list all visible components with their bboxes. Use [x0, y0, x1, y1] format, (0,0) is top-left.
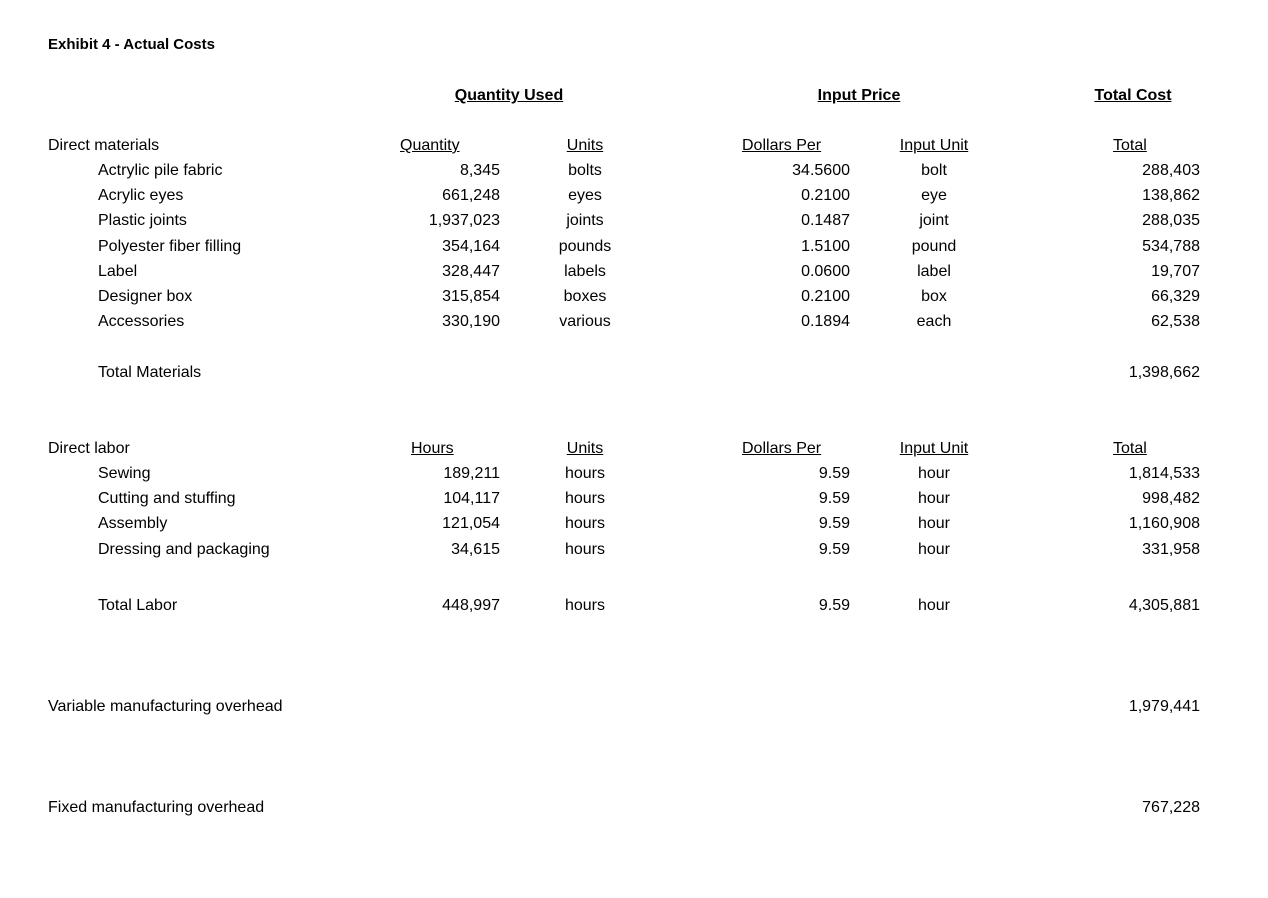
- item-input-unit: hour: [917, 515, 951, 533]
- item-price: 9.59: [818, 515, 850, 533]
- item-name: Sewing: [98, 465, 151, 482]
- item-total: 288,403: [1142, 162, 1200, 179]
- item-total: 288,035: [1142, 212, 1200, 230]
- item-quantity: 354,164: [442, 237, 500, 255]
- item-name: Accessories: [98, 313, 185, 331]
- total-labor-rate: 9.59: [818, 597, 850, 614]
- col-quantity: Quantity: [400, 137, 460, 154]
- item-total: 62,538: [1151, 313, 1200, 331]
- item-quantity: 104,117: [443, 490, 500, 508]
- col-dollars-per: Dollars Per: [742, 440, 822, 457]
- item-input-unit: joint: [919, 212, 949, 230]
- item-units: hours: [564, 515, 606, 533]
- item-total: 534,788: [1142, 237, 1200, 255]
- total-labor-input-unit: hour: [917, 597, 951, 614]
- header-quantity-used: Quantity Used: [454, 87, 564, 104]
- item-units: hours: [564, 465, 606, 482]
- item-units: hours: [564, 490, 606, 508]
- item-quantity: 330,190: [442, 313, 500, 331]
- item-quantity: 8,345: [459, 162, 500, 179]
- item-units: joints: [566, 212, 604, 230]
- total-labor-value: 4,305,881: [1128, 597, 1200, 614]
- item-name: Assembly: [98, 515, 168, 533]
- col-units: Units: [566, 137, 604, 154]
- col-input-unit: Input Unit: [899, 137, 969, 154]
- total-labor-label: Total Labor: [98, 597, 178, 614]
- item-quantity: 121,054: [442, 515, 500, 533]
- item-units: bolts: [568, 162, 602, 179]
- item-name: Label: [98, 262, 138, 280]
- col-input-unit: Input Unit: [899, 440, 969, 457]
- item-price: 34.5600: [792, 162, 850, 179]
- item-name: Acrylic eyes: [98, 187, 184, 205]
- total-materials-value: 1,398,662: [1128, 364, 1200, 381]
- col-total: Total: [1113, 137, 1147, 154]
- page-title: Exhibit 4 - Actual Costs: [48, 36, 215, 53]
- item-input-unit: hour: [917, 465, 951, 482]
- item-quantity: 189,211: [443, 465, 500, 482]
- item-name: Polyester fiber filling: [98, 237, 242, 255]
- item-price: 0.2100: [801, 187, 850, 205]
- col-units: Units: [566, 440, 604, 457]
- item-price: 1.5100: [801, 237, 850, 255]
- item-units: pounds: [558, 237, 612, 255]
- item-price: 0.1487: [801, 212, 850, 230]
- item-total: 19,707: [1151, 262, 1200, 280]
- item-price: 0.1894: [801, 313, 850, 331]
- total-labor-hours: 448,997: [442, 597, 500, 614]
- item-input-unit: hour: [917, 540, 951, 558]
- item-price: 9.59: [818, 490, 850, 508]
- item-name: Plastic joints: [98, 212, 187, 230]
- item-total: 998,482: [1142, 490, 1200, 508]
- variable-overhead-value: 1,979,441: [1128, 698, 1200, 715]
- col-hours: Hours: [411, 440, 454, 457]
- section-direct-materials: Direct materials: [48, 137, 160, 154]
- header-total-cost: Total Cost: [1094, 87, 1172, 104]
- col-total: Total: [1113, 440, 1147, 457]
- item-total: 66,329: [1151, 288, 1200, 305]
- item-units: labels: [564, 262, 606, 280]
- item-quantity: 1,937,023: [428, 212, 500, 230]
- item-input-unit: eye: [921, 187, 947, 205]
- header-input-price: Input Price: [817, 87, 901, 104]
- variable-overhead-label: Variable manufacturing overhead: [48, 698, 283, 715]
- item-input-unit: bolt: [921, 162, 947, 179]
- item-input-unit: label: [917, 262, 951, 280]
- item-name: Cutting and stuffing: [98, 490, 236, 508]
- item-input-unit: hour: [917, 490, 951, 508]
- section-direct-labor: Direct labor: [48, 440, 130, 457]
- item-total: 138,862: [1142, 187, 1200, 205]
- item-quantity: 661,248: [442, 187, 500, 205]
- col-dollars-per: Dollars Per: [742, 137, 822, 154]
- item-input-unit: pound: [911, 237, 957, 255]
- item-total: 1,814,533: [1128, 465, 1200, 482]
- total-materials-label: Total Materials: [98, 364, 202, 381]
- item-total: 1,160,908: [1128, 515, 1200, 533]
- item-name: Actrylic pile fabric: [98, 162, 223, 179]
- item-units: various: [559, 313, 611, 331]
- item-units: eyes: [568, 187, 602, 205]
- item-price: 0.2100: [801, 288, 850, 305]
- item-quantity: 34,615: [451, 540, 500, 558]
- item-name: Designer box: [98, 288, 193, 305]
- item-name: Dressing and packaging: [98, 540, 270, 558]
- item-total: 331,958: [1142, 540, 1200, 558]
- item-input-unit: box: [921, 288, 947, 305]
- item-units: hours: [564, 540, 606, 558]
- item-price: 9.59: [818, 540, 850, 558]
- item-units: boxes: [563, 288, 607, 305]
- fixed-overhead-value: 767,228: [1142, 799, 1200, 816]
- fixed-overhead-label: Fixed manufacturing overhead: [48, 799, 265, 816]
- item-input-unit: each: [916, 313, 952, 331]
- item-price: 0.0600: [801, 262, 850, 280]
- total-labor-units: hours: [564, 597, 606, 614]
- item-quantity: 328,447: [442, 262, 500, 280]
- item-quantity: 315,854: [442, 288, 500, 305]
- item-price: 9.59: [818, 465, 850, 482]
